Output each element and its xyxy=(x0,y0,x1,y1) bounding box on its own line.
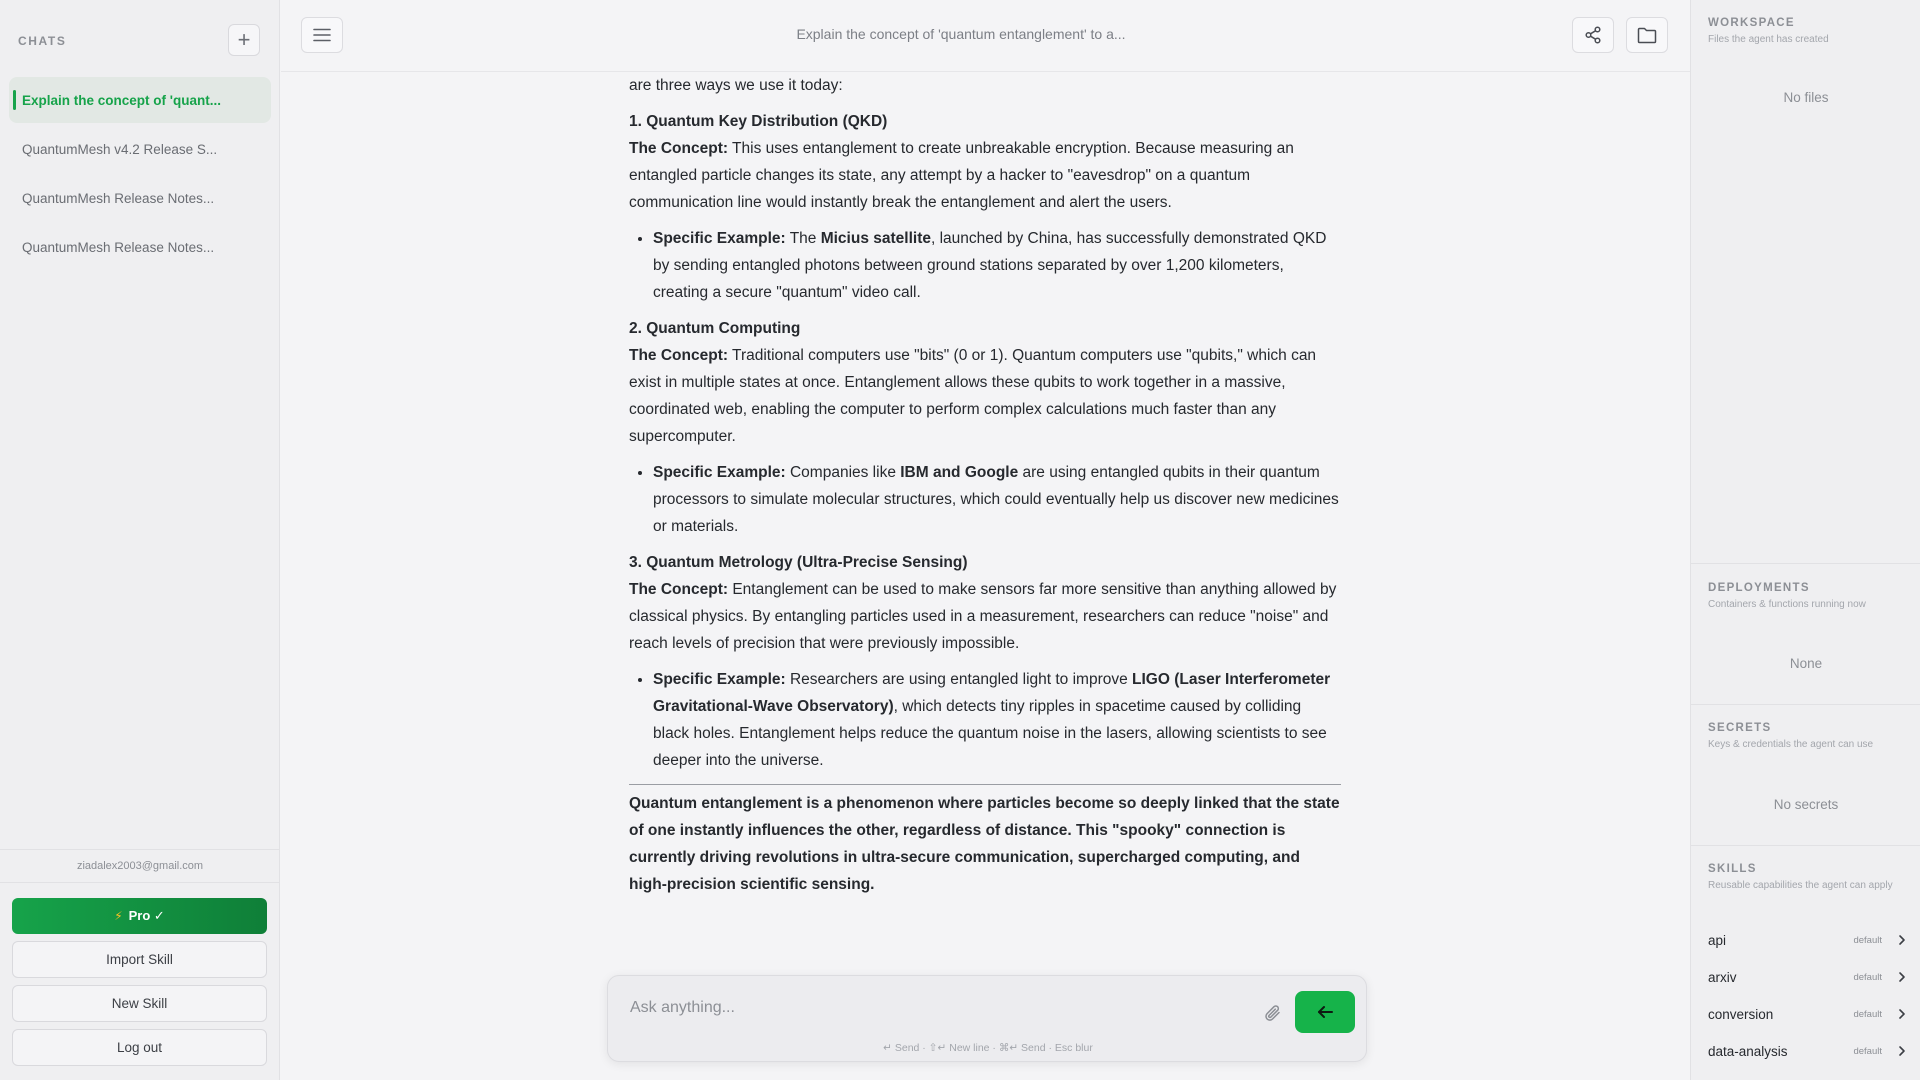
workspace-section xyxy=(1691,0,1920,564)
chat-item-active[interactable] xyxy=(9,77,271,123)
skill-item-arxiv[interactable] xyxy=(1708,962,1908,992)
example-text: are using entangled qubits in their quantum processors to simulate molecular structures, which could eventually help us discover new medicines or materials. xyxy=(653,464,1339,535)
attach-button[interactable] xyxy=(1261,1001,1285,1025)
chat-list xyxy=(0,77,280,273)
new-skill-button[interactable] xyxy=(12,985,267,1022)
example-text: , which detects tiny ripples in spacetime caused by colliding black holes. Entanglement helps reduce the quantum noise in the lasers, allowing scientists to see deeper into the universe. xyxy=(653,698,1327,769)
sidebar-header xyxy=(0,24,280,56)
example-highlight: LIGO (Laser Interferometer Gravitational-Wave Observatory) xyxy=(653,671,1331,715)
chat-item[interactable] xyxy=(9,175,271,221)
skill-name: data-analysis xyxy=(1708,1043,1788,1059)
skills-subtitle: Reusable capabilities the agent can apply xyxy=(1708,880,1893,891)
lightning-icon: ⚡ xyxy=(114,909,123,923)
skill-name: arxiv xyxy=(1708,969,1737,985)
plus-icon: + xyxy=(237,27,251,52)
workspace-empty: No files xyxy=(1783,90,1829,105)
example-text: Researchers are using entangled light to improve xyxy=(785,671,1133,688)
share-button[interactable] xyxy=(1572,17,1614,53)
new-skill-label: New Skill xyxy=(111,996,168,1011)
section-concept xyxy=(629,135,1341,216)
message-input[interactable] xyxy=(630,996,1230,1020)
example-label: Specific Example: xyxy=(653,230,786,247)
chevron-right-icon xyxy=(1896,1008,1908,1020)
example-text: Companies like xyxy=(785,464,901,481)
folder-icon xyxy=(1637,27,1657,44)
pro-button[interactable] xyxy=(12,898,267,934)
example-highlight: IBM and Google xyxy=(900,464,1019,481)
skill-tag: default xyxy=(1853,971,1882,983)
chevron-right-icon xyxy=(1896,934,1908,946)
example-item xyxy=(653,459,1341,540)
assistant-message xyxy=(629,72,1341,898)
secrets-empty: No secrets xyxy=(1773,797,1839,812)
chats-label: CHATS xyxy=(18,34,67,48)
right-panel xyxy=(1690,0,1920,1080)
skill-item-conversion[interactable] xyxy=(1708,999,1908,1029)
arrow-left-icon xyxy=(1316,1004,1334,1020)
message-intro: are three ways we use it today: xyxy=(629,77,843,94)
section-heading: 1. Quantum Key Distribution (QKD) xyxy=(629,113,888,130)
concept-text: Traditional computers use "bits" (0 or 1). Quantum computers use "qubits," which can exist in multiple states at once. Entanglement allows these qubits to work together in a massive, coordinated web, enabling the computer to perform complex calculations much faster than any supercomputer. xyxy=(629,347,1317,445)
section-concept xyxy=(629,342,1341,450)
concept-label: The Concept: xyxy=(629,581,729,598)
concept-label: The Concept: xyxy=(629,140,729,157)
new-chat-button[interactable] xyxy=(228,24,260,56)
chat-item-label: Explain the concept of 'quant... xyxy=(22,92,221,108)
skill-tag: default xyxy=(1853,1008,1882,1020)
top-bar xyxy=(281,0,1690,72)
folder-button[interactable] xyxy=(1626,17,1668,53)
user-email: ziadalex2003@gmail.com xyxy=(76,860,204,872)
skill-name: conversion xyxy=(1708,1006,1774,1022)
chevron-right-icon xyxy=(1896,971,1908,983)
secrets-title: SECRETS xyxy=(1708,722,1772,734)
message-composer xyxy=(607,975,1367,1062)
chat-item-label: QuantumMesh Release Notes... xyxy=(22,190,215,206)
logout-button[interactable] xyxy=(12,1029,267,1066)
left-sidebar xyxy=(0,0,280,1080)
import-skill-button[interactable] xyxy=(12,941,267,978)
chat-item[interactable] xyxy=(9,224,271,270)
example-item xyxy=(653,666,1341,774)
keyboard-hints: ↵ Send · ⇧↵ New line · ⌘↵ Send · Esc blur xyxy=(883,1042,1093,1054)
divider xyxy=(629,784,1341,785)
chat-item[interactable] xyxy=(9,126,271,172)
skill-tag: default xyxy=(1853,1045,1882,1057)
deployments-subtitle: Containers & functions running now xyxy=(1708,599,1866,610)
deployments-empty: None xyxy=(1789,656,1823,671)
conversation-title: Explain the concept of 'quantum entanglement' to a... xyxy=(796,26,1126,42)
chat-item-label: QuantumMesh Release Notes... xyxy=(22,239,215,255)
share-icon xyxy=(1584,26,1602,44)
secrets-section xyxy=(1691,705,1920,846)
deployments-title: DEPLOYMENTS xyxy=(1708,582,1810,594)
menu-button[interactable] xyxy=(301,17,343,53)
paperclip-icon xyxy=(1264,1003,1282,1023)
example-text: The xyxy=(785,230,821,247)
example-list xyxy=(653,459,1341,540)
section-heading: 2. Quantum Computing xyxy=(629,320,801,337)
hamburger-menu-icon xyxy=(313,28,331,42)
conversation-area xyxy=(281,72,1690,1080)
example-label: Specific Example: xyxy=(653,671,786,688)
divider xyxy=(0,882,280,883)
workspace-title: WORKSPACE xyxy=(1708,17,1795,29)
skills-section xyxy=(1691,846,1920,1080)
chevron-right-icon xyxy=(1896,1045,1908,1057)
skill-name: api xyxy=(1708,932,1727,948)
concept-text: This uses entanglement to create unbreakable encryption. Because measuring an entangled particle changes its state, any attempt by a hacker to "eavesdrop" on a quantum communication line would instantly break the entanglement and alert the users. xyxy=(629,140,1294,211)
secrets-subtitle: Keys & credentials the agent can use xyxy=(1708,739,1874,750)
message-summary: Quantum entanglement is a phenomenon where particles become so deeply linked that the state of one instantly influences the other, regardless of distance. This "spooky" connection is currently driving revolutions in ultra-secure communication, supercharged computing, and high-precision scientific sensing. xyxy=(629,795,1340,893)
example-item xyxy=(653,225,1341,306)
deployments-section xyxy=(1691,564,1920,705)
sidebar-footer xyxy=(0,849,280,1080)
skill-item-data-analysis[interactable] xyxy=(1708,1036,1908,1066)
concept-label: The Concept: xyxy=(629,347,729,364)
concept-text: Entanglement can be used to make sensors far more sensitive than anything allowed by classical physics. By entangling particles used in a measurement, researchers can reduce "noise" and reach levels of precision that were previously impossible. xyxy=(629,581,1337,652)
section-concept xyxy=(629,576,1341,657)
skill-item-api[interactable] xyxy=(1708,925,1908,955)
example-text: , launched by China, has successfully demonstrated QKD by sending entangled photons between ground stations separated by over 1,200 kilometers, creating a secure "quantum" video call. xyxy=(653,230,1327,301)
example-highlight: Micius satellite xyxy=(820,230,931,247)
section-heading: 3. Quantum Metrology (Ultra-Precise Sensing) xyxy=(629,554,968,571)
skill-tag: default xyxy=(1853,934,1882,946)
pro-button-label: Pro ✓ xyxy=(128,908,165,923)
logout-label: Log out xyxy=(116,1040,163,1055)
import-skill-label: Import Skill xyxy=(106,952,173,967)
skills-title: SKILLS xyxy=(1708,863,1757,875)
example-list xyxy=(653,225,1341,306)
example-list xyxy=(653,666,1341,774)
send-button[interactable] xyxy=(1295,991,1355,1033)
workspace-subtitle: Files the agent has created xyxy=(1708,34,1829,45)
example-label: Specific Example: xyxy=(653,464,786,481)
chat-item-label: QuantumMesh v4.2 Release S... xyxy=(22,141,218,157)
